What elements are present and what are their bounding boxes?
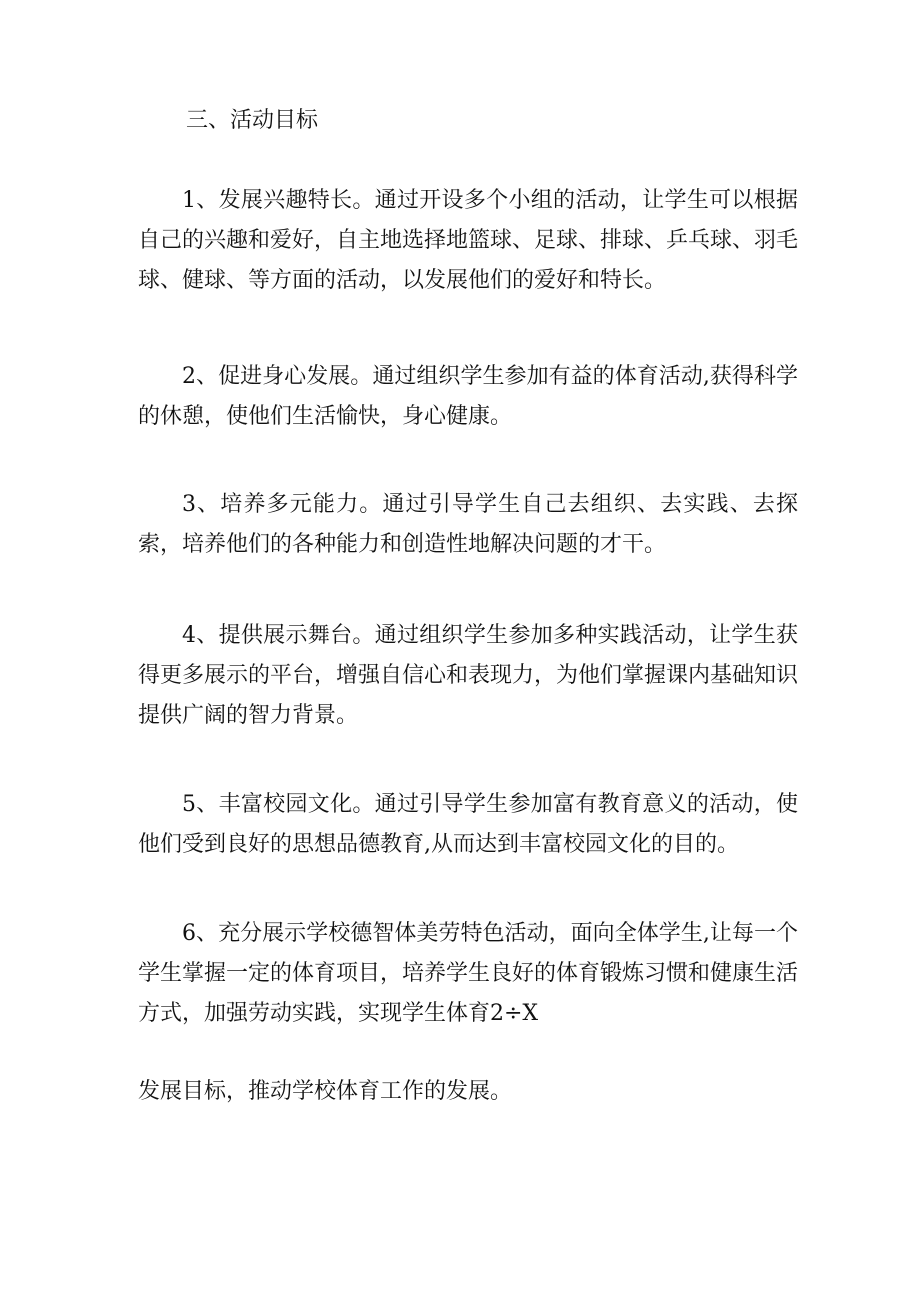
paragraph-goal-3: 3、培养多元能力。通过引导学生自己去组织、去实践、去探索，培养他们的各种能力和创造性地解决问题的才干。 <box>138 492 798 557</box>
paragraph-continuation: 发展目标，推动学校体育工作的发展。 <box>138 1079 513 1104</box>
paragraph-goal-4: 4、提供展示舞台。通过组织学生参加多种实践活动，让学生获得更多展示的平台，增强自信心和表现力，为他们掌握课内基础知识提供广阔的智力背景。 <box>138 623 799 728</box>
paragraph-goal-2: 2、促进身心发展。通过组织学生参加有益的体育活动,获得科学的休憩，使他们生活愉快，身心健康。 <box>138 364 798 429</box>
paragraph-goal-5: 5、丰富校园文化。通过引导学生参加富有教育意义的活动，使他们受到良好的思想品德教育,从而达到丰富校园文化的目的。 <box>138 792 798 857</box>
paragraph-goal-6: 6、充分展示学校德智体美劳特色活动，面向全体学生,让每一个学生掌握一定的体育项目，培养学生良好的体育锻炼习惯和健康生活方式，加强劳动实践，实现学生体育2÷X <box>138 921 799 1026</box>
section-heading: 三、活动目标 <box>186 108 319 133</box>
paragraph-goal-1: 1、发展兴趣特长。通过开设多个小组的活动，让学生可以根据自己的兴趣和爱好，自主地选择地篮球、足球、排球、乒乓球、羽毛球、健球、等方面的活动，以发展他们的爱好和特长。 <box>138 188 799 293</box>
